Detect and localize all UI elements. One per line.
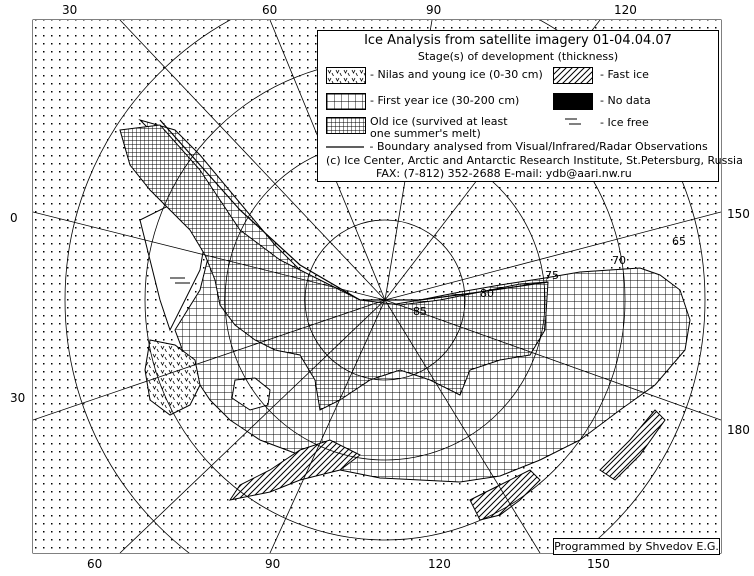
left-tick-0: 0: [10, 211, 18, 225]
lat-label-85: 85: [413, 305, 427, 318]
legend-boundary-row: [326, 141, 708, 153]
legend-swatch-young-ice: [326, 67, 366, 84]
top-tick-30: 30: [62, 3, 78, 17]
legend-label-ice-free: - Ice free: [600, 116, 649, 129]
legend-swatch-no-data: [553, 93, 593, 110]
legend-subtitle: Stage(s) of development (thickness): [417, 50, 619, 63]
legend-contact: FAX: (7-812) 352-2688 E-mail: ydb@aari.nw.ru: [376, 167, 632, 180]
left-tick-30: 30: [10, 391, 26, 405]
lat-label-80: 80: [480, 287, 494, 300]
legend-institute: (c) Ice Center, Arctic and Antarctic Research Institute, St.Petersburg, Russia: [326, 154, 743, 167]
credit-label: Programmed by Shvedov E.G.: [554, 540, 719, 553]
lat-label-70: 70: [612, 254, 626, 267]
legend-box: [317, 30, 743, 182]
right-tick-150: 150: [727, 207, 750, 221]
legend-title: Ice Analysis from satellite imagery 01-04.04.07: [364, 33, 672, 48]
legend-label-young-ice: - Nilas and young ice (0-30 cm): [370, 68, 543, 81]
legend-boundary-label: - Boundary analysed from Visual/Infrared/Radar Observations: [369, 140, 708, 153]
bottom-tick-150: 150: [587, 557, 610, 571]
legend-swatch-first-year-ice: [326, 93, 366, 110]
bottom-tick-90: 90: [265, 557, 281, 571]
legend-label-old-ice: Old ice (survived at least one summer's melt): [370, 115, 508, 140]
lat-label-75: 75: [545, 269, 559, 282]
ice-free-dash-icon: [563, 115, 585, 130]
top-tick-90: 90: [426, 3, 442, 17]
bottom-tick-60: 60: [87, 557, 103, 571]
top-tick-120: 120: [614, 3, 637, 17]
legend-label-no-data: - No data: [600, 94, 651, 107]
top-tick-60: 60: [262, 3, 278, 17]
legend-swatch-fast-ice: [553, 67, 593, 84]
legend-label-first-year-ice: - First year ice (30-200 cm): [370, 94, 520, 107]
legend-label-fast-ice: - Fast ice: [600, 68, 649, 81]
bottom-tick-120: 120: [428, 557, 451, 571]
lat-label-65: 65: [672, 235, 686, 248]
right-tick-180: 180: [727, 423, 750, 437]
legend-swatch-old-ice: [326, 117, 366, 134]
